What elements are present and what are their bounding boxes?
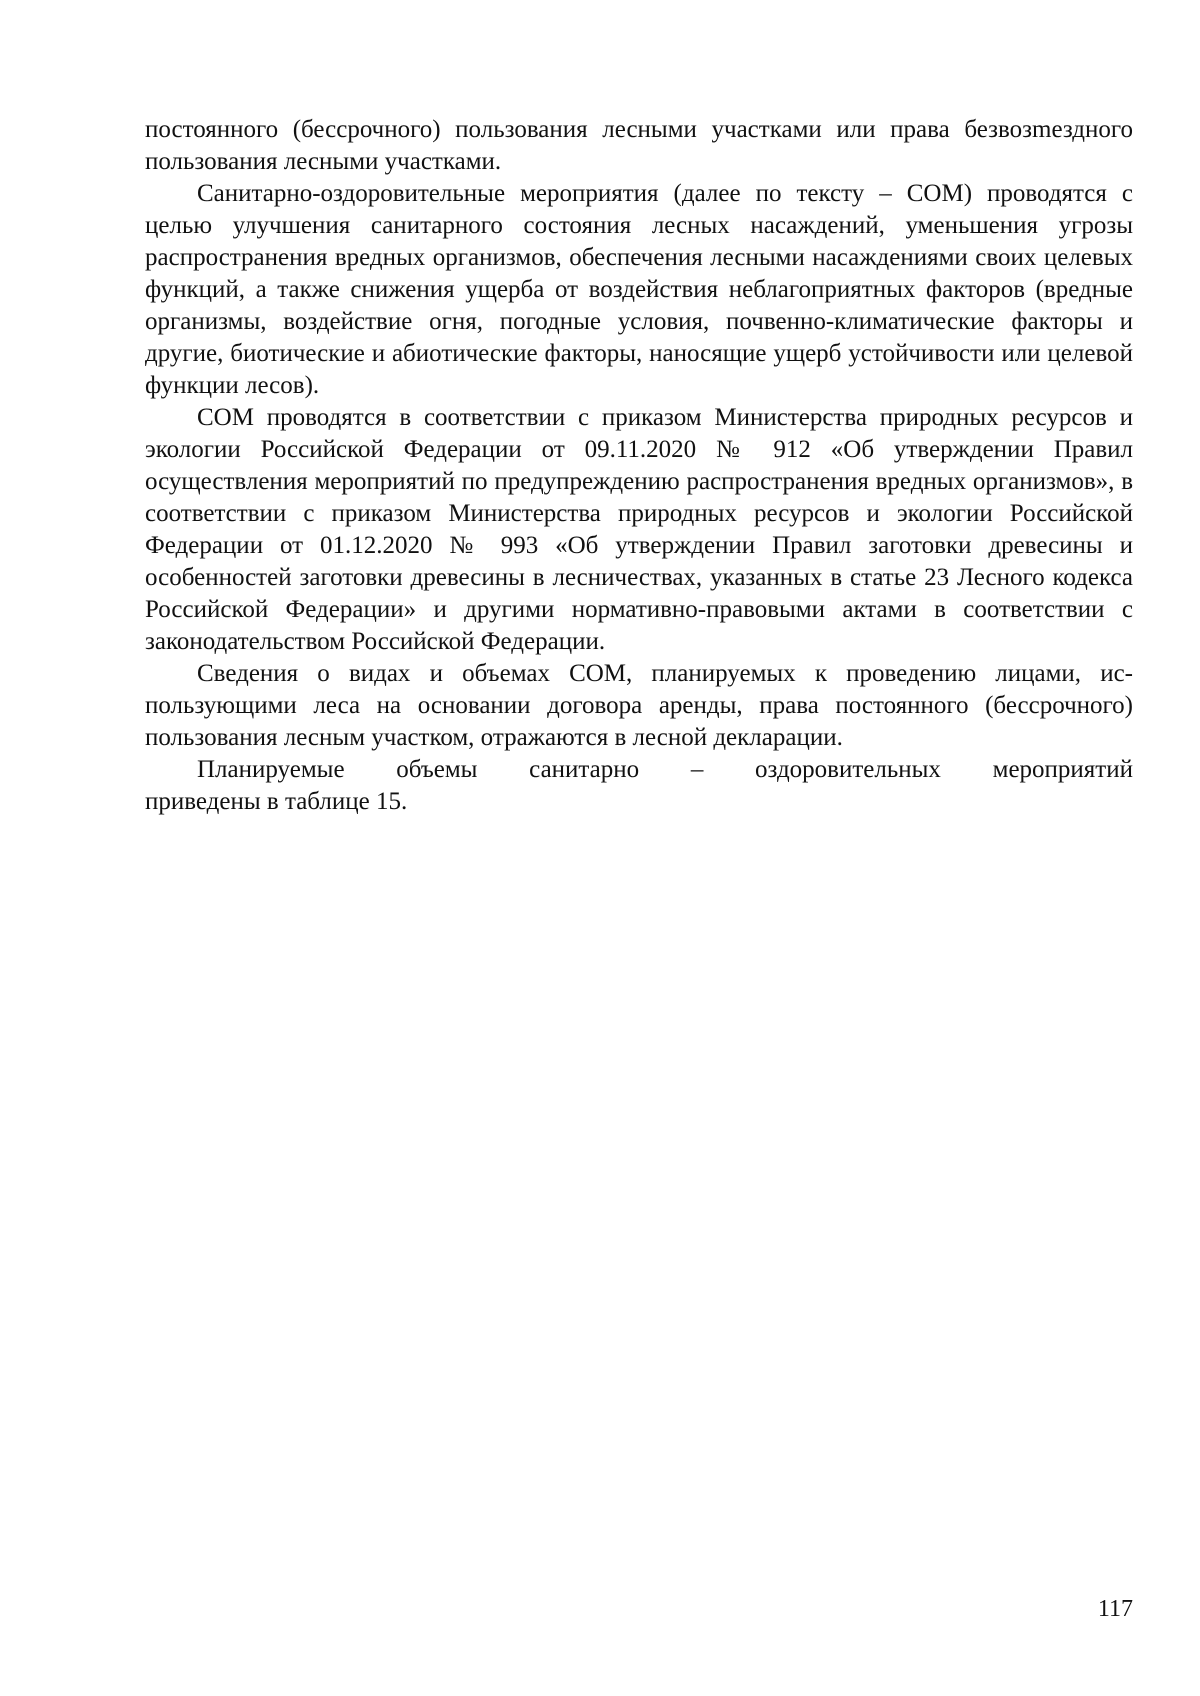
paragraph-planned-volumes-end: приведены в таблице 15.	[145, 788, 408, 815]
paragraph-planned-volumes: Планируемые объемы санитарно – оздоровительных мероприятий	[197, 756, 1133, 783]
paragraph-continuation: постоянного (бессрочного) пользования лесными участками или права безвозmездного пользования лесными участками.	[145, 116, 1133, 175]
paragraph-som-regulations: СОМ проводятся в соответствии с приказом Министерства природных ресурсов и экологии Российской Федерации от 09.11.2020 № 912 «Об утверждении Правил осуществления мероприятий по предупреждению распространения вредных организмов», в соответствии с приказом Министерства природных ресурсов и экологии Российской Федерации от 01.12.2020 № 993 «Об утверждении Правил заготовки древесины и особенностей заготовки древесины в лесничествах, указанных в статье 23 Лесного кодекса Российской Федерации» и другими нормативно-правовыми актами в соответствии с законодательством Российской Федерации.	[145, 404, 1133, 655]
page-number: 117	[1097, 1596, 1133, 1622]
document-body	[145, 114, 1133, 818]
paragraph-som-definition: Санитарно-оздоровительные мероприятия (далее по тексту – СОМ) проводятся с целью улучшения санитарного состояния лесных насаждений, уменьшения угрозы распространения вредных организмов, обеспечения лесными насаждениями своих целевых функций, а также снижения ущерба от воздействия неблагоприятных факторов (вредные организмы, воздействие огня, погодные условия, почвенно-климатические факторы и другие, биотические и абиотические факторы, наносящие ущерб устойчивости или целевой функции лесов).	[145, 180, 1133, 399]
paragraph-forest-declaration: Сведения о видах и объемах СОМ, планируемых к проведению лицами, использующими леса на основании договора аренды, права постоянного (бессрочного) пользования лесным участком, отражаются в лесной декларации.	[145, 660, 1133, 751]
